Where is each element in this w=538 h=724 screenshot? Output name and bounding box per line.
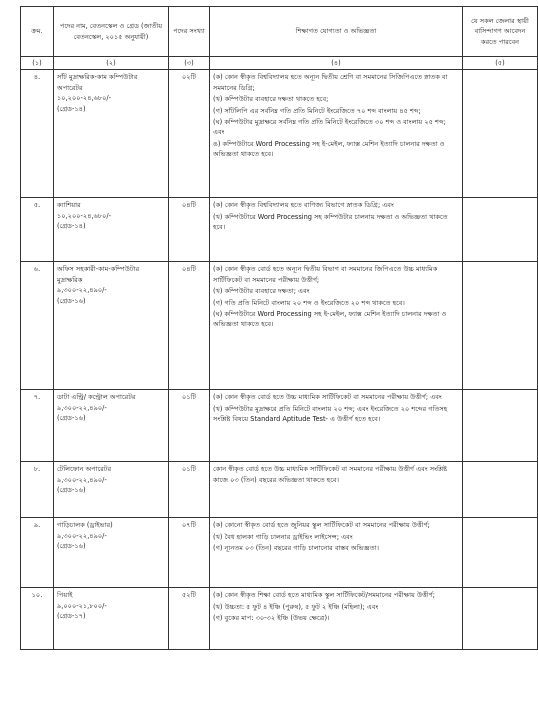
row-serial: ৫. [21,198,54,262]
row-post-count: ০৭টি [169,518,210,588]
row-post [54,462,169,518]
row-eligible-districts [463,198,538,262]
grade: (গ্রেড-১৬) [57,486,86,495]
pay-scale: ১০,২০০-২৪,৬৮০/- [57,211,112,220]
table-row [21,518,538,588]
row-eligible-districts [463,588,538,650]
grade: (গ্রেড-১৪) [57,104,86,113]
qualification-item: (ক) কোন স্বীকৃত বিশ্ববিদ্যালয় হতে বাণিজ্য বিভাগে স্নাতক ডিগ্রি; এবং [213,201,394,210]
row-eligible-districts [463,462,538,518]
row-post-count: ০১টি [169,390,210,462]
qualification-item: কোন স্বীকৃত বোর্ড হতে উচ্চ মাধ্যমিক সার্টিফিকেট বা সমমানের পরীক্ষায় উত্তীর্ণ এবং সংশ্লিষ্ট কাজে ০৩ (তিন) বছরের অভিজ্ঞতা থাকতে হবে। [213,465,448,484]
post-title: ডাটা এন্ট্রি/ কন্ট্রোল অপারেটর [57,393,136,402]
row-qualifications [210,518,463,588]
post-title: ক্যাশিয়ার [57,201,81,210]
qualification-item: (ক) কোন স্বীকৃত বিশ্ববিদ্যালয় হতে অন্যূন দ্বিতীয় শ্রেণি বা সমমানের সিজিপিএতে স্নাতক বা সমমানের ডিগ্রি; [213,73,448,92]
table-body [21,70,538,650]
table-row [21,588,538,650]
qualification-item: (খ) কম্পিউটার ব্যবহারে দক্ষতা থাকতে হবে; [213,95,329,104]
pay-scale: ১০,২০০-২৪,৬৮০/- [57,94,112,103]
row-post-count: ০১টি [169,462,210,518]
row-post [54,198,169,262]
grade: (গ্রেড-১৭) [57,612,86,621]
row-post-count: ০৪টি [169,198,210,262]
row-post [54,390,169,462]
post-title: সাঁট মুদ্রাক্ষরিক-কাম কম্পিউটার অপারেটর [57,73,138,92]
row-qualifications [210,462,463,518]
post-title: টেলিফোন অপারেটর [57,465,112,474]
qualification-item: (ক) কোন স্বীকৃত বোর্ড হতে অন্যূন দ্বিতীয় বিভাগ বা সমমানের জিপিএতে উচ্চ মাধ্যমিক সার্টিফিকেট বা সমমানের পরীক্ষায় উত্তীর্ণ; [213,265,438,284]
qualification-item: (গ) ন্যূনতম ০৩ (তিন) বছরের গাড়ি চালানোর বাস্তব অভিজ্ঞতা। [213,544,379,553]
grade: (গ্রেড-১৪) [57,222,86,231]
row-qualifications [210,70,463,198]
qualification-item: (খ) উচ্চতা: ৫ ফুট ৪ ইঞ্চি (পুরুষ), ৫ ফুট ২ ইঞ্চি (মহিলা); এবং [213,602,379,611]
row-eligible-districts [463,70,538,198]
qualification-item: (গ) বুকের মাপ: ৩০-৩২ ইঞ্চি (উভয় ক্ষেত্রে)। [213,614,330,623]
table-row [21,390,538,462]
row-post [54,262,169,390]
row-qualifications [210,262,463,390]
row-eligible-districts [463,390,538,462]
qualification-item: ঙ) কম্পিউটারে Word Processing সহ ই-মেইল, ফ্যাক্স মেশিন ইত্যাদি চালনার দক্ষতা ও অভিজ্ঞতা থাকতে হবে। [213,139,445,159]
header-serial: ক্রম. [21,7,54,57]
row-serial: ৬. [21,262,54,390]
row-post-count: ০২টি [169,70,210,198]
column-number-row [21,57,538,70]
qualification-item: (খ) বৈধ হালকা গাড়ি চালনার ড্রাইভিং লাইসেন্স; এবং [213,532,353,541]
row-eligible-districts [463,262,538,390]
qualification-item: (খ) কম্পিউটার মুদ্রাক্ষরে প্রতি মিনিটে বাংলায় ২০ শব্দ; এবং ইংরেজিতে ২০ শব্দের গতিসহ সংশ্লিষ্ট বিষয়ে Standard Aptitude Test- এ উত্তীর্ণ হতে হবে। [213,404,448,424]
row-serial: ৯. [21,518,54,588]
row-post-count: ৫২টি [169,588,210,650]
header-post-count: পদের সংখ্যা [169,7,210,57]
table-row [21,462,538,518]
grade: (গ্রেড-১৬) [57,296,86,305]
pay-scale: ৯,৩০০-২২,৪৯০/- [57,531,107,540]
qualification-item: (ক) কোন স্বীকৃত বোর্ড হতে উচ্চ মাধ্যমিক সার্টিফিকেট বা সমমানের পরীক্ষায় উত্তীর্ণ; এবং [213,393,442,402]
pay-scale: ৯,৩০০-২২,৪৯০/- [57,475,107,484]
column-number: (২) [54,57,169,70]
grade: (গ্রেড-১৬) [57,542,86,551]
qualification-item: (খ) কম্পিউটার ব্যবহারে দক্ষতা; এবং [213,287,310,296]
row-qualifications [210,588,463,650]
qualification-item: (ঘ) কম্পিউটার মুদ্রাক্ষরে সর্বনিম্ন গতি প্রতি মিনিটে ইংরেজিতে ৩০ শব্দ ও বাংলায় ২৫ শব্দ; এবং [213,118,446,137]
pay-scale: ৯,৩০০-২২,৪৯০/- [57,403,107,412]
table-row [21,262,538,390]
row-eligible-districts [463,518,538,588]
row-serial: ৮. [21,462,54,518]
post-title: গাড়িচালক (ড্রাইভার) [57,521,113,530]
post-title: অফিস সহকারী-কাম-কম্পিউটার মুদ্রাক্ষরিক [57,265,140,284]
post-title: পিয়াই [57,591,73,600]
row-post-count: ০৪টি [169,262,210,390]
row-serial: ৭. [21,390,54,462]
column-number: (৪) [210,57,463,70]
row-serial: ৪. [21,70,54,198]
column-number: (৩) [169,57,210,70]
row-post [54,70,169,198]
table-row [21,198,538,262]
row-qualifications [210,390,463,462]
document-page [20,6,529,650]
row-post [54,588,169,650]
row-serial: ১০. [21,588,54,650]
qualification-item: (ঘ) কম্পিউটারে Word Processing সহ ই-মেইল, ফ্যাক্স মেশিন ইত্যাদি চালনার দক্ষতা ও অভিজ্ঞতা থাকতে হবে। [213,310,447,329]
column-number: (১) [21,57,54,70]
qualification-item: (ক) কোনো স্বীকৃত বোর্ড হতে জুনিয়র স্কুল সার্টিফিকেট বা সমমানের পরীক্ষায় উত্তীর্ণ; [213,521,430,530]
row-post [54,518,169,588]
header-eligible-districts: যে সকল জেলার স্থায়ী বাসিন্দাগণ আবেদন করতে পারবেন [463,7,538,57]
table-row [21,70,538,198]
pay-scale: ৯,৩০০-২২,৪৯০/- [57,286,107,295]
pay-scale: ৯,০০০-২১,৮০০/- [57,601,107,610]
qualification-item: (খ) কম্পিউটারে Word Processing সহ কম্পিউটার চালনায় দক্ষতা ও অভিজ্ঞতা থাকতে হবে। [213,212,448,232]
table-header-row [21,7,538,57]
qualification-item: (গ) গতি প্রতি মিনিটে বাংলায় ২০ শব্দ ও ইংরেজিতে ২০ শব্দ থাকতে হবে। [213,298,405,307]
row-qualifications [210,198,463,262]
column-number: (৫) [463,57,538,70]
grade: (গ্রেড-১৬) [57,414,86,423]
qualification-item: (গ) সাঁটলিপি এর সর্বনিম্ন গতি প্রতি মিনিটে ইংরেজিতে ৭০ শব্দ বাংলায় ৪৫ শব্দ; [213,106,421,115]
header-qualification: শিক্ষাগত যোগ্যতা ও অভিজ্ঞতা [210,7,463,57]
vacancy-table [20,6,538,650]
qualification-item: (ক) কোন স্বীকৃত শিক্ষা বোর্ড হতে মাধ্যমিক স্কুল সার্টিফিকেট/সমমানের পরীক্ষায় উত্তীর্ণ; [213,591,435,600]
header-post-name: পদের নাম, বেতনস্কেল ও গ্রেড (জাতীয় বেতনস্কেল, ২০১৫ অনুযায়ী) [54,7,169,57]
